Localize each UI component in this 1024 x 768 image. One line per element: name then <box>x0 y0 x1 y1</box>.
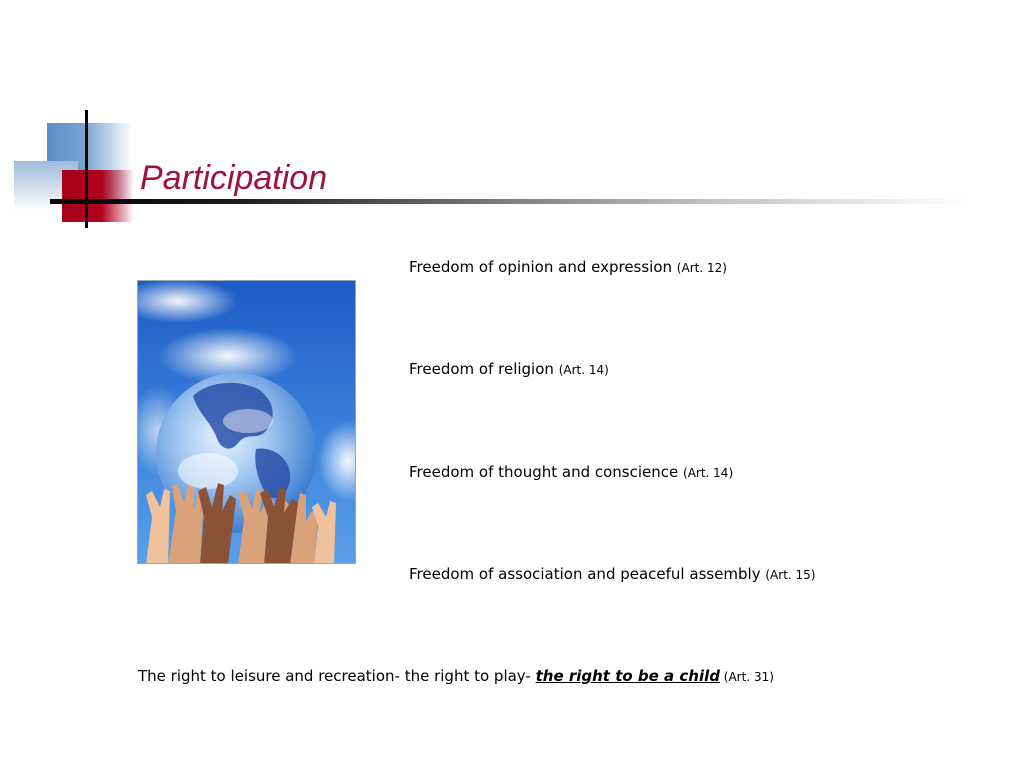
article-ref: (Art. 12) <box>676 261 727 275</box>
globe-hands-photo <box>137 280 356 564</box>
right-item-association <box>409 564 815 585</box>
bottom-text: The right to leisure and recreation- the right to play- <box>138 667 536 685</box>
item-text: Freedom of religion <box>409 360 559 378</box>
right-item-opinion <box>409 257 727 278</box>
decor-red-square <box>62 170 134 222</box>
right-item-thought <box>409 462 733 483</box>
decor-vertical-line <box>85 110 88 228</box>
item-text: Freedom of thought and conscience <box>409 463 684 481</box>
right-to-play-line <box>138 666 774 687</box>
title-underline <box>50 199 965 204</box>
article-ref: (Art. 15) <box>765 568 816 582</box>
right-item-religion <box>409 359 609 380</box>
slide-title: Participation <box>140 159 328 197</box>
article-ref: (Art. 31) <box>719 670 774 684</box>
article-ref: (Art. 14) <box>558 363 609 377</box>
bottom-emphasis: the right to be a child <box>535 667 720 685</box>
item-text: Freedom of association and peaceful assembly <box>409 565 766 583</box>
item-text: Freedom of opinion and expression <box>409 258 677 276</box>
article-ref: (Art. 14) <box>683 466 734 480</box>
